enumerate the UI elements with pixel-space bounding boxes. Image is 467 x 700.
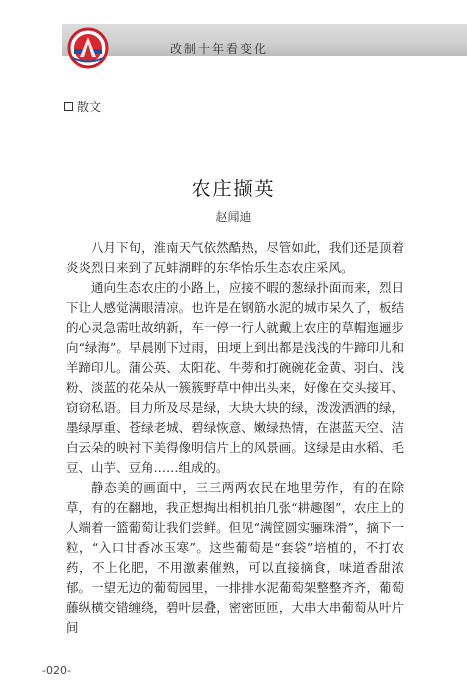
paragraph: 通向生态农庄的小路上，应接不暇的葱绿扑面而来，烈日下让人感觉满眼清凉。也许是在钢筋水泥的城市呆久了，板结的心灵急需吐故纳新，车一停一行人就戴上农庄的草帽迤逦步向“绿海”。早晨刚下过雨，田埂上到出都是浅浅的牛蹄印儿和羊蹄印儿。蒲公英、太阳花、牛蒡和打碗碗花金黄、羽白、浅粉、淡蓝的花朵从一簇簇野草中伸出头来，好像在交头接耳、窃窃私语。目力所及尽是绿，大块大块的绿，泼泼洒洒的绿，墨绿厚重、苍绿老城、碧绿恢意、嫩绿热情，在湛蓝天空、洁白云朵的映衬下美得像明信片上的风景画。这绿是由水稻、毛豆、山芋、豆角……组成的。 xyxy=(66,280,404,475)
article-author: 赵闻迪 xyxy=(215,210,252,224)
section-label xyxy=(64,98,101,115)
paragraph: 八月下旬，淮南天气依然酷热，尽管如此，我们还是顶着炎炎烈日来到了瓦蚌湖畔的东华怡乐生态农庄采风。 xyxy=(66,240,404,275)
series-title: 改制十年看变化 xyxy=(170,42,269,56)
page-number: -020- xyxy=(42,664,71,677)
article-body xyxy=(66,238,404,638)
article-title: 农庄撷英 xyxy=(191,178,276,200)
logo-icon xyxy=(67,27,109,69)
checkbox-square-icon xyxy=(64,102,73,111)
paragraph: 静态美的画面中，三三两两农民在地里劳作，有的在除草，有的在翻地，我正想掏出相机拍几张“耕趣图”，农庄上的人端着一篮葡萄让我们尝鲜。但见“满筐圆实骊珠滑”，摘下一粒，“入口甘香冰玉寒”。这些葡萄是“套袋”培植的，不打农药，不上化肥，不用激素催熟，可以直接摘食，味道香甜浓郁。一望无边的葡萄园里，一排排水泥葡萄架整整齐齐，葡萄藤纵横交错缠绕，碧叶层叠，密密匝匝，大串大串葡萄从叶片间 xyxy=(66,480,404,635)
section-label-text: 散文 xyxy=(77,100,102,114)
